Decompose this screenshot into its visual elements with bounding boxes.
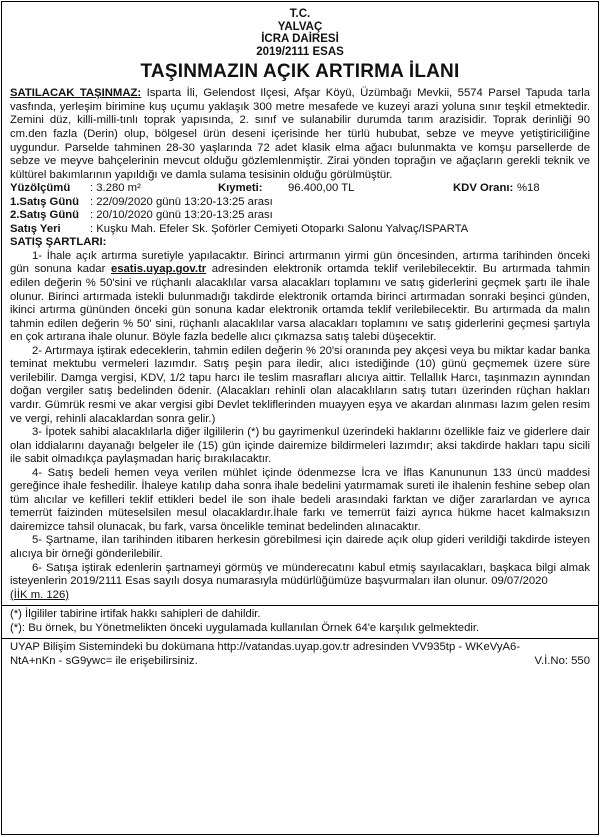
sale2-value: : 20/10/2020 günü 13:20-13:25 arası xyxy=(90,209,273,222)
place-row xyxy=(10,223,590,237)
divider xyxy=(2,605,598,606)
place-label: Satış Yeri xyxy=(10,222,61,235)
esatis-link[interactable]: esatis.uyap.gov.tr xyxy=(110,263,207,276)
vi-number: V.İ.No: 550 xyxy=(534,654,590,667)
page-title: TAŞINMAZIN AÇIK ARTIRMA İLANI xyxy=(140,61,460,83)
header-file-number: 2019/2111 ESAS xyxy=(256,45,344,58)
condition-1 xyxy=(10,250,590,345)
property-text: Isparta İli, Gelendost Ilçesi, Afşar Köyü, Üzümbağı Mevkii, 5574 Parsel Tapuda tarla vasfında, yerleşim birimine kuş uçumu yaklaşık 300 metre mesafede ve kuzeyi arazi yoluna sınır teşkil etmektedir. Zemini düz, killi-milli-tınlı toprak yapısında, 2. sınıf ve sulanabilir durumda tarım arazisidir. Toprak derinliği 90 cm.den fazla (Derin) olup, bölgesel ürün deseni içerisinde her türlü hububat, sebze ve meyve yetiştiriciliğine uygundur. Parselde tahminen 28-30 yaşlarında 72 adet klasik elma ağacı bulunmakta ve komşu parsellerde de sebze ve meyve bahçelerinin mevcut olduğu gözlemlenmiştir. Zirai yönden toprağın ve ağaçların gerekli teknik ve kültürel bakımlarının yapıldığı ve damla sulama tesisinin olduğu görülmüştür. xyxy=(10,87,591,181)
auction-notice xyxy=(1,1,599,835)
area-label: Yüzölçümü xyxy=(10,182,71,195)
condition-1-text-a: 1- İhale açık artırma suretiyle yapılacaktır. Birinci artırmanın yirmi gün öncesinden, artırma tarihinden önceki gün sonuna kadar xyxy=(10,249,590,276)
header-district: YALVAÇ xyxy=(277,20,323,33)
property-label: SATILACAK TAŞINMAZ: xyxy=(10,87,142,100)
sale2-row xyxy=(10,209,590,223)
area-row xyxy=(10,182,590,196)
uyap-footer xyxy=(10,641,590,668)
footnote-1: (*) İlgililer tabirine irtifak hakkı sahipleri de dahildir. xyxy=(10,608,261,621)
header-country: T.C. xyxy=(289,8,311,20)
condition-5: 5- Şartname, ilan tarihinden itibaren herkesin görebilmesi için dairede açık olup gideri verildiği takdirde isteyen alıcıya bir örneği gönderilebilir. xyxy=(10,534,590,560)
uyap-line-2 xyxy=(10,655,590,669)
condition-4: 4- Satış bedeli hemen veya verilen mühlet içinde ödenmezse İcra ve İflas Kanununun 133 üncü maddesi gereğince ihale feshedilir. İhaleye katılıp daha sonra ihale bedelini yatırmamak sureti ile ihalenin feshine sebep olan tüm alıcılar ve kefilleri teklif ettikleri bedel ile son ihale bedeli arasındaki farktan ve diğer zararlardan ve ayrıca temerrüt faizinden müteselsilen mesul olacaklardır.İhale farkı ve temerrüt faizi ayrıca hükme hacet kalmaksızın dairemizce tahsil olunacak, bu fark, varsa öncelikle teminat bedelinden alınacaktır. xyxy=(10,466,590,533)
sale2-label: 2.Satış Günü xyxy=(10,209,80,222)
place-value: : Kuşku Mah. Efeler Sk. Şoförler Cemiyeti Otoparkı Salonu Yalvaç/ISPARTA xyxy=(90,222,469,235)
property-description xyxy=(10,87,590,182)
uyap-access-code: NtA+nKn - sG9ywc= ile erişebilirsiniz. xyxy=(10,654,198,667)
conditions-heading: SATIŞ ŞARTLARI: xyxy=(10,236,107,249)
divider xyxy=(2,638,598,639)
footnote-2: (*): Bu örnek, bu Yönetmelikten önceki uygulamada kullanılan Örnek 64'e karşılık gelmektedir. xyxy=(10,621,480,634)
header-office: İCRA DAİRESİ xyxy=(261,33,339,46)
condition-6: 6- Satışa iştirak edenlerin şartnameyi görmüş ve münderecatını kabul etmiş sayılacakları, başkaca bilgi almak isteyenlerin 2019/2111 Esas sayılı dosya numarasıyla müdürlüğümüze başvurmaları ilan olunur. 09/07/2020 xyxy=(10,561,590,588)
notice-header xyxy=(10,8,590,58)
area-value: : 3.280 m² xyxy=(90,182,141,195)
kdv-value: %18 xyxy=(517,182,540,195)
uyap-line-1: UYAP Bilişim Sistemindeki bu dokümana http://vatandas.uyap.gov.tr adresinden VV935tp - WKeVyA6- xyxy=(10,641,521,654)
value-amount: 96.400,00 TL xyxy=(288,182,355,195)
sale1-row xyxy=(10,196,590,210)
sale1-label: 1.Satış Günü xyxy=(10,195,80,208)
value-label: Kıymeti: xyxy=(218,182,263,195)
sale1-value: : 22/09/2020 günü 13:20-13:25 arası xyxy=(90,195,273,208)
condition-1-text-b: adresinden elektronik ortamda teklif verilebilecektir. Bu artırmada tahmin edilen değerin % 50'sini ve rüçhanlı alacaklılar varsa alacakları toplamını ve satış giderlerini geçmek şartı ile ihale olunur. Birinci artırmada istekli bulunmadığı takdirde elektronik ortamda birinci artırmadan sonraki beşinci günden, ikinci artırma gününden önceki gün sonuna kadar elektronik ortamda teklif verilebilecektir. Bu artırmada da malın tahmin edilen değerin % 50' sini, rüçhanlı alacaklılar varsa alacakları toplamını ve satış giderlerini geçmesi şartıyla en çok artırana ihale olunur. Böyle fazla bedelle alıcı çıkmazsa satış talebi düşecektir. xyxy=(10,263,590,344)
condition-3: 3- İpotek sahibi alacaklılarla diğer ilgililerin (*) bu gayrimenkul üzerindeki haklarını özellikle faiz ve giderlere dair olan iddialarını dayanağı belgeler ile (15) gün içinde dairemize bildirmeleri lazımdır; aksi takdirde hakları tapu sicili ile sabit olmadıkça paylaşmadan hariç bırakılacaktır. xyxy=(10,426,590,466)
condition-2: 2- Artırmaya iştirak edeceklerin, tahmin edilen değerin % 20'si oranında pey akçesi veya bu miktar kadar banka teminat mektubu vermeleri lazımdır. Satış peşin para iledir, alıcı istediğinde (10) günü geçmemek üzere süre verilebilir. Damga vergisi, KDV, 1/2 tapu harcı ile teslim masrafları alıcıya aittir. Tellallık Harcı, taşınmazın aynından doğan vergiler satış bedelinden ödenir. (Alacakları rehinli olan alacaklıların satış tutarı üzerinden rüçhan hakları vardır. Gümrük resmi ve akar vergisi gibi Devlet tekliflerinden muayyen eşya ve akardan alınması lazım gelen resim ve vergi, rehinli alacaklardan sonra gelir.) xyxy=(10,344,590,425)
law-reference: (İİK m. 126) xyxy=(10,588,70,601)
kdv-label: KDV Oranı: xyxy=(453,182,514,195)
